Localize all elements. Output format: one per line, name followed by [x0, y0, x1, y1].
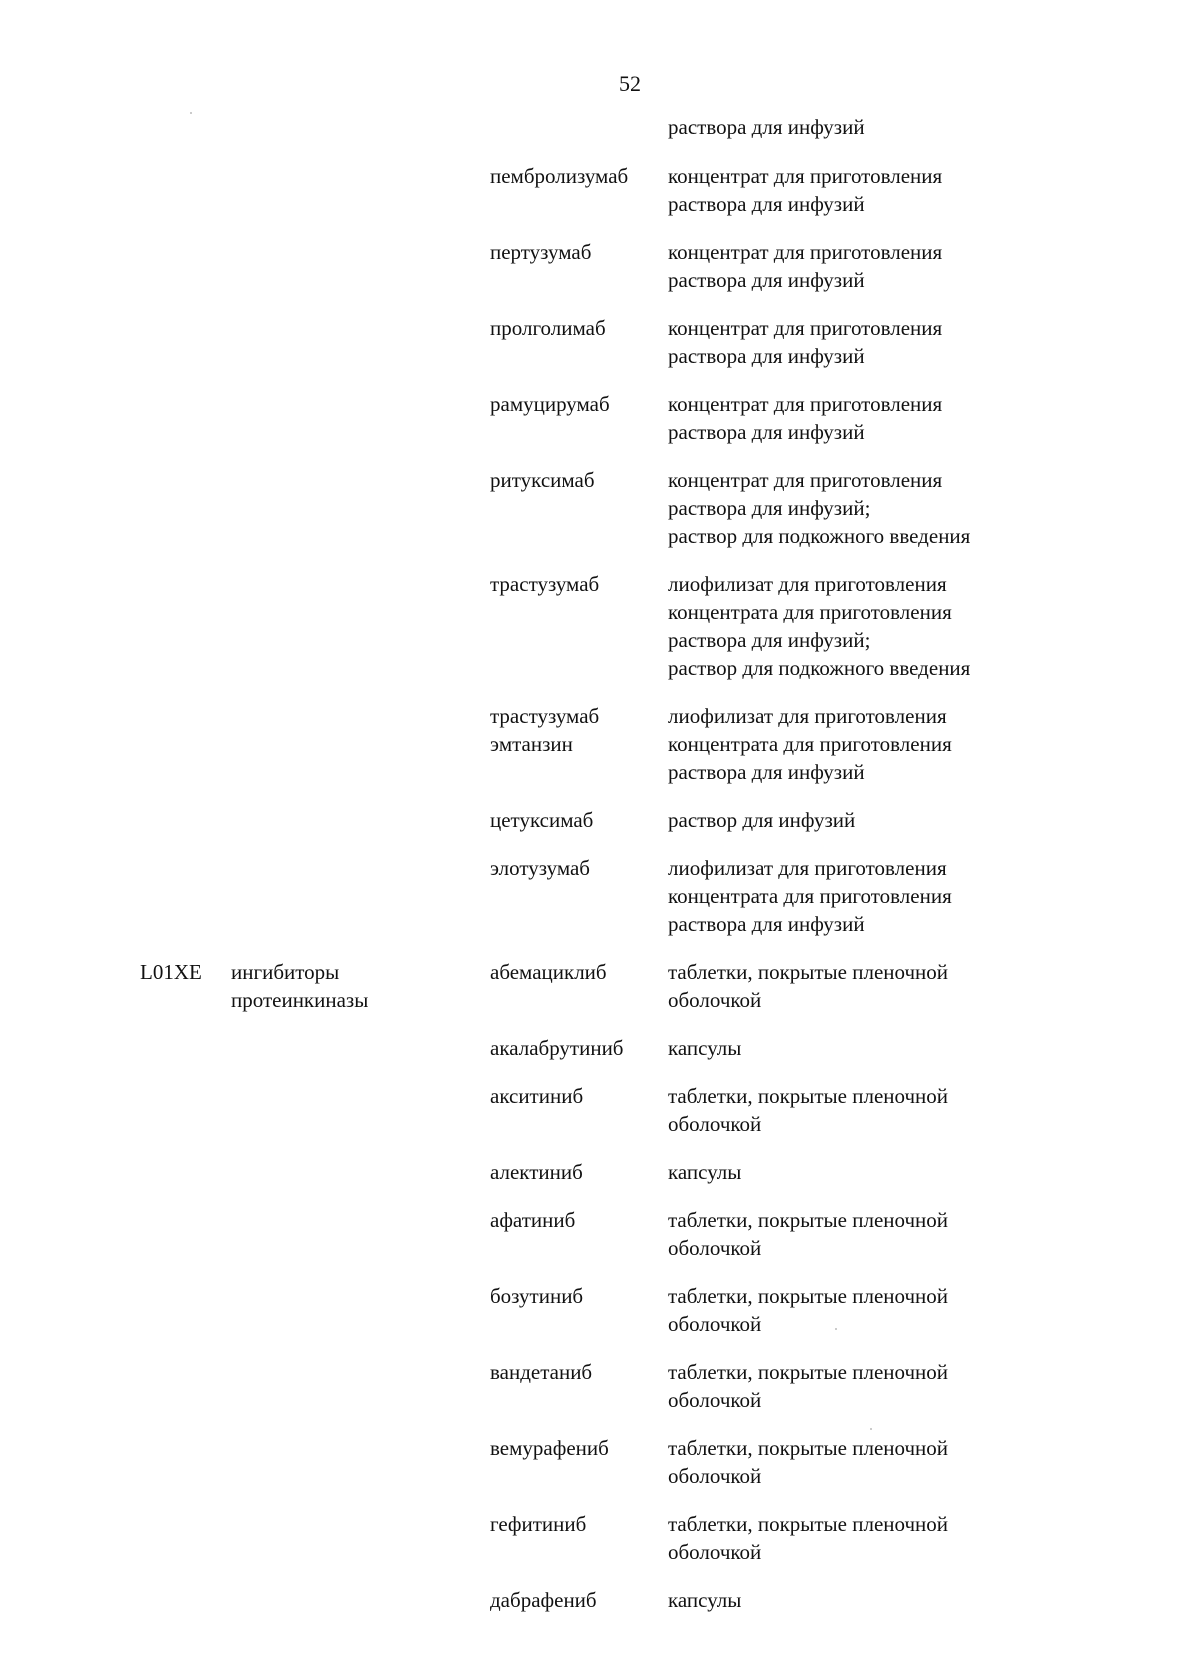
drug-name	[490, 1434, 660, 1462]
dosage-form	[668, 1034, 1088, 1062]
dosage-form-line: оболочкой	[668, 1540, 762, 1564]
dosage-form-line: оболочкой	[668, 1236, 762, 1260]
drug-name-line: пертузумаб	[490, 240, 592, 264]
dosage-form	[668, 958, 1088, 1014]
drug-name-line: вемурафениб	[490, 1436, 609, 1460]
dosage-form-line: раствор для подкожного введения	[668, 524, 971, 548]
drug-name	[490, 162, 660, 190]
drug-name	[490, 1034, 660, 1062]
drug-name	[490, 570, 660, 598]
drug-name-line: трастузумаб	[490, 572, 600, 596]
group-line: ингибиторы	[231, 960, 340, 984]
drug-name-line: акалабрутиниб	[490, 1036, 624, 1060]
dosage-form	[668, 1434, 1088, 1490]
dosage-form-line: раствора для инфузий	[668, 344, 865, 368]
dosage-form-line: раствор для подкожного введения	[668, 656, 971, 680]
drug-name-line: рамуцирумаб	[490, 392, 610, 416]
drug-name-line: бозутиниб	[490, 1284, 584, 1308]
dosage-form-line: раствора для инфузий	[668, 192, 865, 216]
dosage-form-line: капсулы	[668, 1160, 742, 1184]
dosage-form-line: раствора для инфузий;	[668, 628, 871, 652]
dosage-form-line: раствор для инфузий	[668, 808, 856, 832]
dosage-form	[668, 1282, 1088, 1338]
drug-row	[0, 1206, 1200, 1262]
drug-name	[490, 1158, 660, 1186]
drug-row	[0, 958, 1200, 1014]
dosage-form	[668, 1158, 1088, 1186]
drug-name-line: абемациклиб	[490, 960, 607, 984]
dosage-form	[668, 570, 1088, 682]
pharmacological-group	[231, 958, 451, 1014]
drug-row	[0, 570, 1200, 682]
drug-name	[490, 390, 660, 418]
dosage-form	[668, 702, 1088, 786]
drug-name-line: трастузумаб	[490, 704, 600, 728]
dosage-form-line: концентрат для приготовления	[668, 240, 943, 264]
carryover-dosage-form: раствора для инфузий	[668, 115, 865, 139]
dosage-form-line: концентрат для приготовления	[668, 392, 943, 416]
drug-row	[0, 806, 1200, 834]
dosage-form-line: таблетки, покрытые пленочной	[668, 960, 949, 984]
drug-row	[0, 1082, 1200, 1138]
dosage-form-line: таблетки, покрытые пленочной	[668, 1208, 949, 1232]
dosage-form-line: капсулы	[668, 1036, 742, 1060]
dosage-form-line: таблетки, покрытые пленочной	[668, 1084, 949, 1108]
dosage-form-line: концентрат для приготовления	[668, 316, 943, 340]
dosage-form-line: концентрата для приготовления	[668, 732, 952, 756]
drug-name	[490, 314, 660, 342]
dosage-form	[668, 1082, 1088, 1138]
drug-name	[490, 958, 660, 986]
dosage-form	[668, 1586, 1088, 1614]
drug-row	[0, 1034, 1200, 1062]
drug-name-line: дабрафениб	[490, 1588, 597, 1612]
drug-name-line: элотузумаб	[490, 856, 590, 880]
drug-row	[0, 1158, 1200, 1186]
drug-name-line: вандетаниб	[490, 1360, 593, 1384]
drug-row	[0, 466, 1200, 550]
dosage-form	[668, 1510, 1088, 1566]
dosage-form-line: концентрат для приготовления	[668, 164, 943, 188]
dosage-form-line: концентрата для приготовления	[668, 884, 952, 908]
dosage-form-line: таблетки, покрытые пленочной	[668, 1360, 949, 1384]
drug-name-line: пролголимаб	[490, 316, 606, 340]
scan-speck	[870, 1428, 872, 1430]
drug-name	[490, 854, 660, 882]
dosage-form-line: оболочкой	[668, 1464, 762, 1488]
drug-name-line: пембролизумаб	[490, 164, 629, 188]
drug-row	[0, 390, 1200, 446]
dosage-form-line: концентрата для приготовления	[668, 600, 952, 624]
dosage-form-line: лиофилизат для приготовления	[668, 704, 947, 728]
drug-name-line: эмтанзин	[490, 732, 573, 756]
drug-name	[490, 1282, 660, 1310]
drug-name-line: акситиниб	[490, 1084, 584, 1108]
page-number: 52	[619, 71, 641, 96]
drug-list	[0, 162, 1200, 1634]
drug-row	[0, 1282, 1200, 1338]
dosage-form	[668, 390, 1088, 446]
dosage-form-line: таблетки, покрытые пленочной	[668, 1284, 949, 1308]
dosage-form	[668, 854, 1088, 938]
dosage-form-line: концентрат для приготовления	[668, 468, 943, 492]
drug-row	[0, 1510, 1200, 1566]
drug-name-line: алектиниб	[490, 1160, 583, 1184]
atc-code: L01XE	[140, 960, 202, 984]
dosage-form-line: капсулы	[668, 1588, 742, 1612]
drug-row	[0, 1434, 1200, 1490]
dosage-form-line: раствора для инфузий	[668, 268, 865, 292]
drug-row	[0, 238, 1200, 294]
drug-name	[490, 1358, 660, 1386]
dosage-form-line: оболочкой	[668, 1312, 762, 1336]
dosage-form	[668, 314, 1088, 370]
dosage-form	[668, 466, 1088, 550]
drug-row	[0, 1358, 1200, 1414]
drug-name-line: афатиниб	[490, 1208, 576, 1232]
drug-row	[0, 702, 1200, 786]
drug-name	[490, 806, 660, 834]
drug-row	[0, 1586, 1200, 1614]
dosage-form-line: раствора для инфузий;	[668, 496, 871, 520]
dosage-form-line: лиофилизат для приготовления	[668, 856, 947, 880]
drug-name	[490, 702, 660, 758]
drug-name	[490, 1586, 660, 1614]
drug-name-line: гефитиниб	[490, 1512, 587, 1536]
scan-speck	[835, 1328, 837, 1330]
dosage-form	[668, 238, 1088, 294]
dosage-form	[668, 806, 1088, 834]
scan-speck	[190, 112, 192, 114]
dosage-form-line: таблетки, покрытые пленочной	[668, 1512, 949, 1536]
drug-row	[0, 162, 1200, 218]
dosage-form-line: раствора для инфузий	[668, 912, 865, 936]
drug-name	[490, 466, 660, 494]
dosage-form-line: оболочкой	[668, 988, 762, 1012]
drug-name	[490, 1082, 660, 1110]
dosage-form-line: таблетки, покрытые пленочной	[668, 1436, 949, 1460]
drug-row	[0, 854, 1200, 938]
drug-name	[490, 1510, 660, 1538]
dosage-form	[668, 1206, 1088, 1262]
group-line: протеинкиназы	[231, 988, 369, 1012]
drug-name-line: ритуксимаб	[490, 468, 595, 492]
dosage-form	[668, 1358, 1088, 1414]
dosage-form	[668, 162, 1088, 218]
drug-name	[490, 238, 660, 266]
drug-name-line: цетуксимаб	[490, 808, 594, 832]
dosage-form-line: лиофилизат для приготовления	[668, 572, 947, 596]
dosage-form-line: оболочкой	[668, 1112, 762, 1136]
dosage-form-line: раствора для инфузий	[668, 420, 865, 444]
dosage-form-line: раствора для инфузий	[668, 760, 865, 784]
drug-row	[0, 314, 1200, 370]
drug-name	[490, 1206, 660, 1234]
dosage-form-line: оболочкой	[668, 1388, 762, 1412]
